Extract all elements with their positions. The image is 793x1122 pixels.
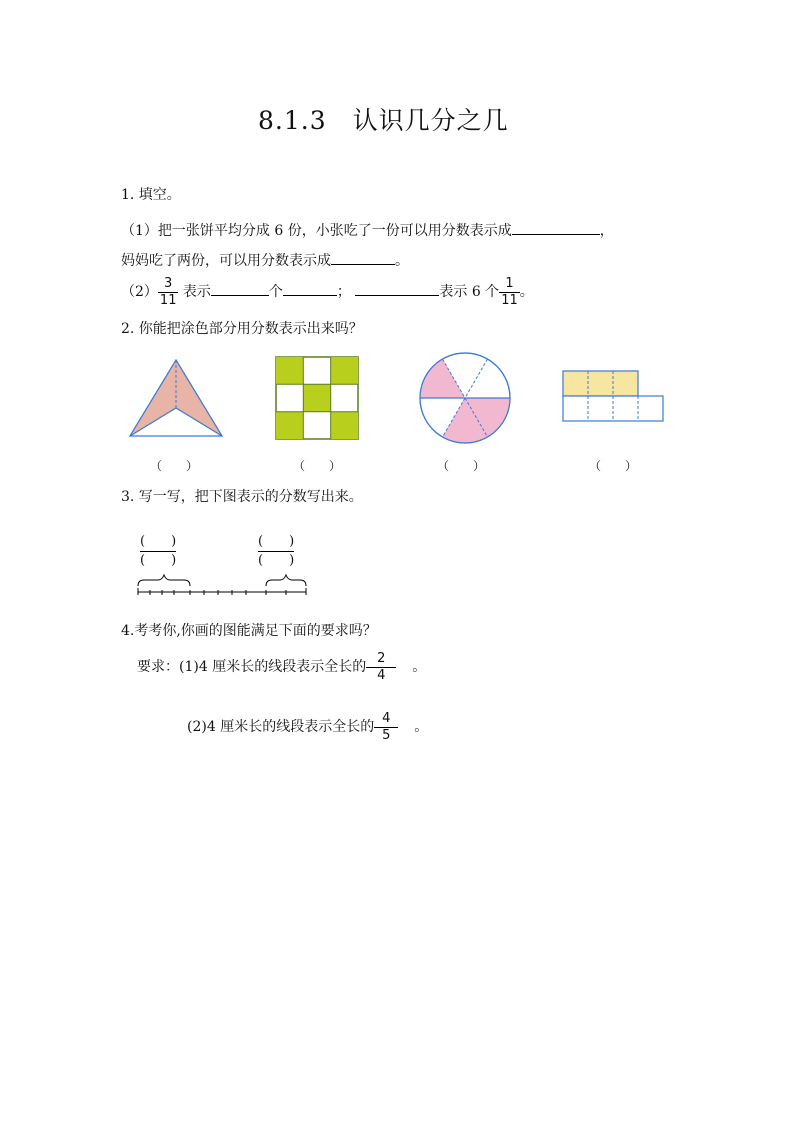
q3-paren-numerator[interactable]: ( ) xyxy=(140,534,176,552)
q3-heading: 3. 写一写，把下图表示的分数写出来。 xyxy=(121,489,363,505)
answer-blank[interactable] xyxy=(512,220,600,235)
q1-p2-semi: ； xyxy=(336,284,351,300)
q3-paren-numerator[interactable]: ( ) xyxy=(258,534,294,552)
fraction-denominator: 11 xyxy=(159,292,177,308)
fraction-numerator: 2 xyxy=(366,651,396,668)
circle-figure xyxy=(418,351,512,445)
q1-p1-comma: ， xyxy=(599,223,614,239)
q1-p2-biaoshi6: 表示 6 个 xyxy=(439,284,500,300)
fraction-numerator: 3 xyxy=(158,276,179,293)
q1-p1-text-a: （1）把一张饼平均分成 6 份，小张吃了一份可以用分数表示成 xyxy=(121,223,512,239)
q4-req-label: 要求： xyxy=(137,659,179,675)
page-title: 8.1.3 认识几分之几 xyxy=(258,106,509,135)
q4-item1-dot: 。 xyxy=(412,659,427,675)
answer-paren[interactable]: （ ） xyxy=(293,459,342,473)
fraction-2-4 xyxy=(366,651,396,684)
brace-right xyxy=(266,575,306,586)
q1-p2-ge: 个 xyxy=(268,284,283,300)
checker-cell-shaded xyxy=(331,412,358,439)
q1-p2-prefix: （2） xyxy=(121,284,158,300)
checker-cell-shaded xyxy=(276,357,303,384)
q1-p2-end: 。 xyxy=(519,284,534,300)
fraction-denominator: 4 xyxy=(377,667,386,683)
q2-heading: 2. 你能把涂色部分用分数表示出来吗？ xyxy=(121,321,363,337)
fraction-3-11 xyxy=(158,276,179,309)
q4-item1-text: (1)4 厘米长的线段表示全长的 xyxy=(179,659,367,675)
rect-figure xyxy=(562,370,664,424)
checker-figure xyxy=(275,356,359,440)
checker-cell-shaded xyxy=(331,357,358,384)
answer-paren[interactable]: （ ） xyxy=(437,459,486,473)
fraction-numerator: 1 xyxy=(499,276,520,293)
triangle-figure xyxy=(128,356,224,440)
rect-shaded-region xyxy=(563,371,638,396)
answer-blank[interactable] xyxy=(283,281,337,296)
q4-item2 xyxy=(187,707,428,747)
q1-p2-biaoshi: 表示 xyxy=(182,284,211,300)
brace-left xyxy=(138,575,190,586)
fraction-4-5 xyxy=(374,711,398,744)
q1-line2 xyxy=(121,250,409,270)
q1-p1-end: 。 xyxy=(395,253,409,269)
q4-heading: 4.考考你,你画的图能满足下面的要求吗？ xyxy=(121,623,377,639)
checker-cell-shaded xyxy=(303,384,330,411)
q1-p1-text-b: 妈妈吃了两份，可以用分数表示成 xyxy=(121,253,331,269)
fraction-denominator: 5 xyxy=(382,727,391,743)
q4-item2-text: (2)4 厘米长的线段表示全长的 xyxy=(187,719,375,735)
q3-paren-denominator[interactable]: ( ) xyxy=(140,553,177,568)
fraction-1-11 xyxy=(499,276,520,309)
answer-blank[interactable] xyxy=(331,250,395,265)
answer-blank[interactable] xyxy=(355,281,439,296)
q1-line3 xyxy=(121,272,534,312)
q3-fraction-left[interactable] xyxy=(140,534,176,569)
answer-paren[interactable]: （ ） xyxy=(589,459,638,473)
q1-heading: 1. 填空。 xyxy=(121,187,181,203)
q4-item2-dot: 。 xyxy=(414,719,429,735)
q4-item1 xyxy=(137,647,426,687)
q1-line1 xyxy=(121,220,614,240)
checker-cell-shaded xyxy=(276,412,303,439)
fraction-denominator: 11 xyxy=(501,292,518,308)
segment-diagram xyxy=(136,574,308,596)
fraction-numerator: 4 xyxy=(374,711,398,728)
answer-paren[interactable]: （ ） xyxy=(150,459,199,473)
q3-fraction-right[interactable] xyxy=(258,534,294,569)
q3-paren-denominator[interactable]: ( ) xyxy=(258,553,295,568)
answer-blank[interactable] xyxy=(211,281,269,296)
